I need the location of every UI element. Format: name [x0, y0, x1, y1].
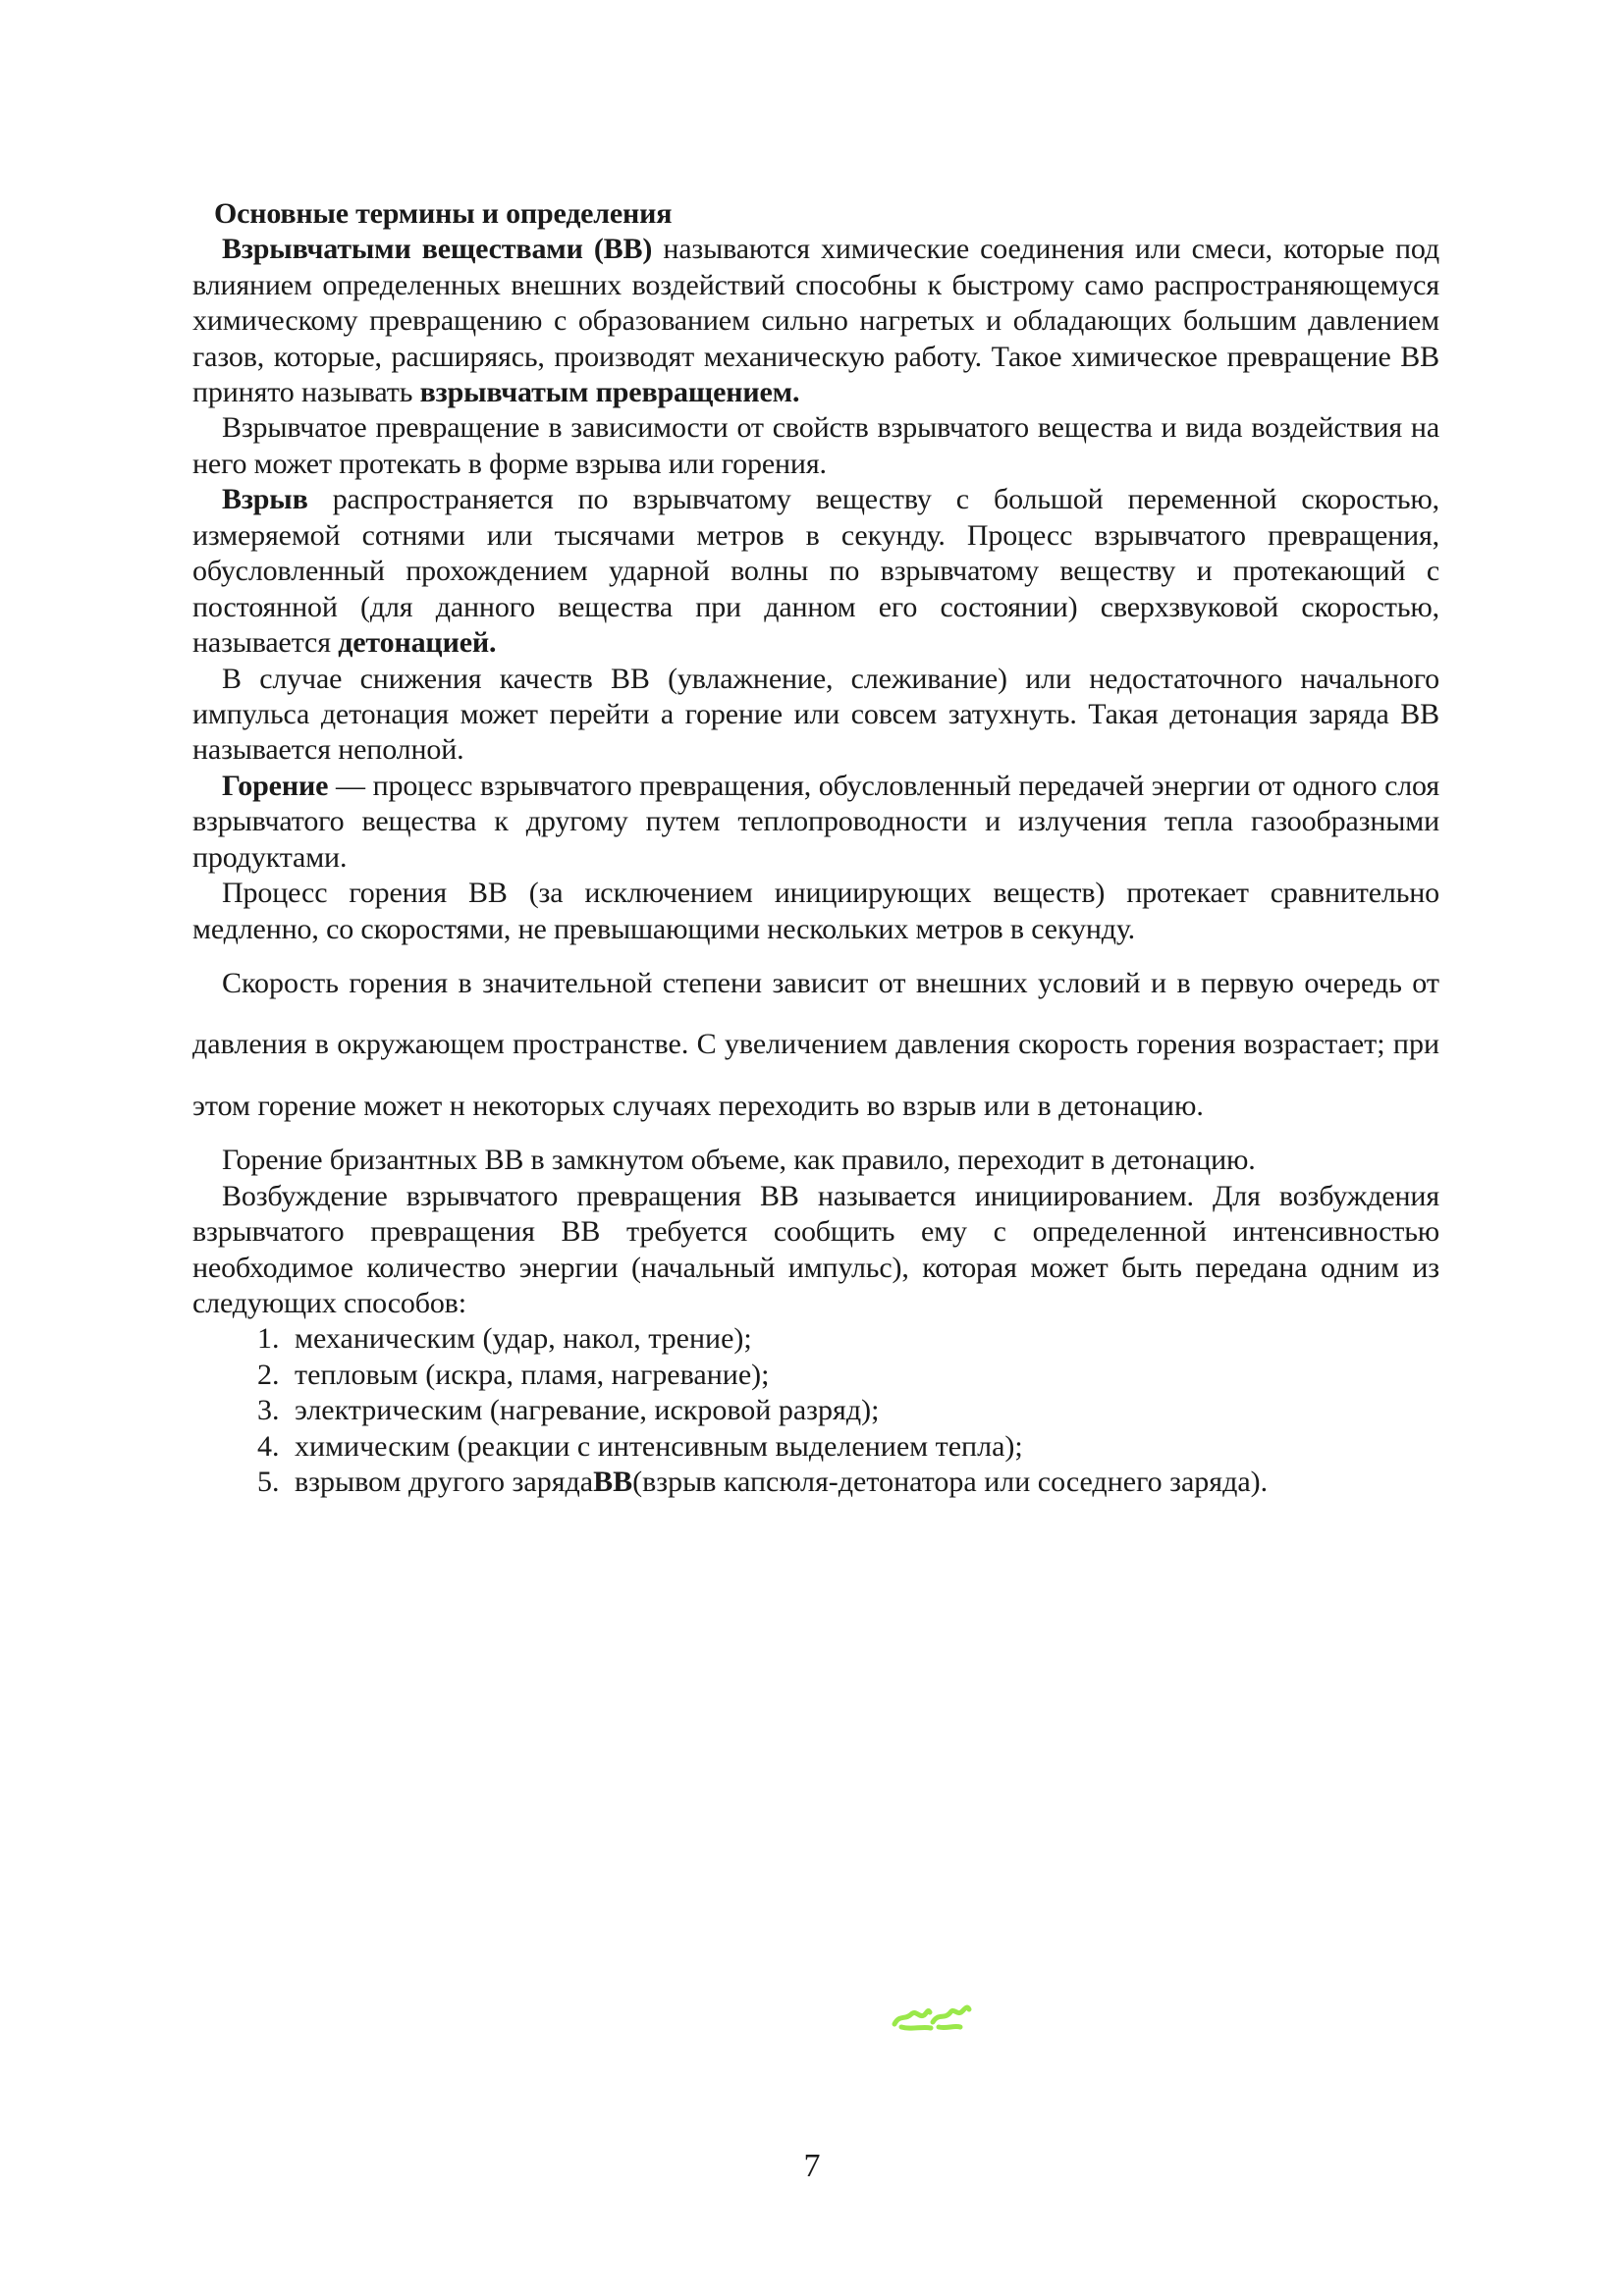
- paragraph-body: — процесс взрывчатого превращения, обусловленный передачей энергии от одного слоя взрывчатого вещества к другому путем теплопроводности и излучения тепла газообразными продуктами.: [192, 769, 1439, 874]
- paragraph-transformation-forms: Взрывчатое превращение в зависимости от свойств взрывчатого вещества и вида воздействия на него может протекать в форме взрыва или горения.: [192, 411, 1439, 480]
- list-item-label: тепловым (искра, пламя, нагревание);: [295, 1358, 770, 1391]
- list-item: [257, 1465, 1439, 1500]
- term-explosives: Взрывчатыми веществами (ВВ): [222, 233, 653, 266]
- paragraph-body: называются химические соединения или смеси, которые под влиянием определенных внешних воздействий способны к быстрому само распространяющемуся химическому превращению с образованием сильно нагретых и обладающих большим давлением газов, которые, расширяясь, производят механическую работу. Такое химическое превращение ВВ принято называть: [192, 233, 1439, 409]
- term-explosives-abbrev: ВВ: [593, 1466, 633, 1499]
- paragraph-incomplete-detonation: В случае снижения качеств ВВ (увлажнение, слеживание) или недостаточного начального импульса детонация может перейти а горение или совсем затухнуть. Такая детонация заряда ВВ называется неполной.: [192, 662, 1439, 767]
- term-combustion: Горение: [222, 769, 329, 802]
- paragraph-explosion: [192, 482, 1439, 661]
- list-item: [257, 1358, 1439, 1393]
- list-item-number: 3.: [257, 1394, 280, 1427]
- list-item-number: 1.: [257, 1322, 280, 1356]
- list-item-label-pre: взрывом другого заряда: [295, 1466, 594, 1499]
- paragraph-combustion-rate: Процесс горения ВВ (за исключением инициирующих веществ) протекает сравнительно медленно, со скоростями, не превышающими нескольких метров в секунду.: [192, 877, 1439, 945]
- paragraph-brisant-confined: Горение бризантных ВВ в замкнутом объеме, как правило, переходит в детонацию.: [222, 1144, 1256, 1177]
- green-highlight-scribble-icon: [890, 1999, 974, 2032]
- list-item-number: 5.: [257, 1466, 280, 1499]
- term-explosion: Взрыв: [222, 483, 308, 516]
- list-item-number: 4.: [257, 1429, 280, 1463]
- paragraph-combustion: [192, 769, 1439, 876]
- paragraph-initiation: Возбуждение взрывчатого превращения ВВ называется инициированием. Для возбуждения взрывчатого превращения ВВ требуется сообщить ему с определенной интенсивностью необходимое количество энергии (начальный импульс), которая может быть передана одним из следующих способов:: [192, 1179, 1439, 1319]
- list-item: [257, 1321, 1439, 1357]
- paragraph-body: распространяется по взрывчатому веществу с большой переменной скоростью, измеряемой сотнями или тысячами метров в секунду. Процесс взрывчатого превращения, обусловленный прохождением ударной волны по взрывчатому веществу и протекающий с постоянной (для данного вещества при данном его состоянии) сверхзвуковой скоростью, называется: [192, 483, 1439, 660]
- term-explosive-transformation: взрывчатым превращением.: [419, 376, 800, 409]
- list-item-label: химическим (реакции с интенсивным выделением тепла);: [295, 1429, 1023, 1463]
- page-number: 7: [803, 2148, 821, 2184]
- paragraph-burn-speed-conditions: Скорость горения в значительной степени зависит от внешних условий и в первую очередь от давления в окружающем пространстве. С увеличением давления скорость горения возрастает; при этом горение может н некоторых случаях переходить во взрыв или в детонацию.: [192, 967, 1439, 1122]
- list-item-label: электрическим (нагревание, искровой разряд);: [295, 1394, 880, 1427]
- list-item-label: механическим (удар, накол, трение);: [295, 1322, 752, 1356]
- list-item: [257, 1429, 1439, 1465]
- page-title: Основные термины и определения: [214, 197, 673, 230]
- list-item-label-post: (взрыв капсюля-детонатора или соседнего заряда).: [632, 1466, 1269, 1499]
- paragraph-definition-explosives: [192, 232, 1439, 410]
- page-body: [192, 196, 1439, 1501]
- list-item-number: 2.: [257, 1358, 280, 1391]
- list-item: [257, 1393, 1439, 1428]
- initiation-methods-list: [192, 1321, 1439, 1500]
- term-detonation: детонацией.: [338, 626, 497, 660]
